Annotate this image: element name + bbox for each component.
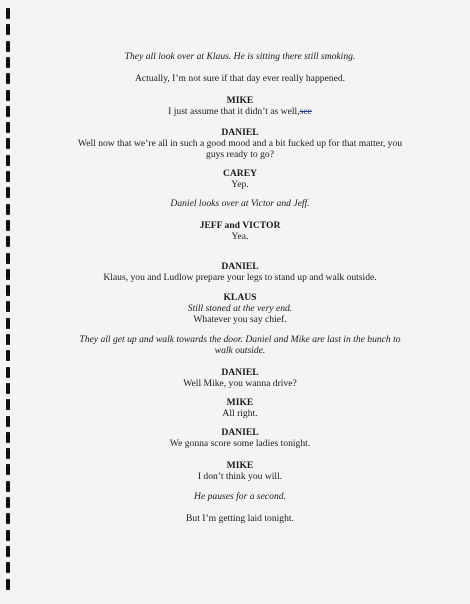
binding-hole bbox=[6, 8, 10, 19]
character-name: DANIEL bbox=[221, 367, 259, 378]
binding-hole bbox=[6, 57, 10, 68]
binding-hole bbox=[6, 513, 10, 524]
stage-direction: They all look over at Klaus. He is sitting there still smoking. bbox=[124, 51, 356, 62]
struck-word: see bbox=[299, 106, 312, 117]
binding-hole bbox=[6, 253, 10, 264]
binding-hole bbox=[6, 204, 10, 215]
spiral-binding-holes bbox=[4, 8, 14, 598]
binding-hole bbox=[6, 138, 10, 149]
binding-hole bbox=[6, 24, 10, 35]
character-name: JEFF and VICTOR bbox=[199, 220, 281, 231]
binding-hole bbox=[6, 41, 10, 52]
dialogue-line: guys ready to go? bbox=[206, 149, 274, 160]
dialogue-line: All right. bbox=[222, 408, 258, 419]
binding-hole bbox=[6, 350, 10, 361]
dialogue-line: But I’m getting laid tonight. bbox=[186, 513, 294, 524]
character-name: DANIEL bbox=[221, 261, 259, 272]
dialogue-line: We gonna score some ladies tonight. bbox=[169, 438, 311, 449]
dialogue-line: Actually, I’m not sure if that day ever really happened. bbox=[134, 73, 346, 84]
binding-hole bbox=[6, 432, 10, 443]
binding-hole bbox=[6, 546, 10, 557]
binding-hole bbox=[6, 236, 10, 247]
binding-hole bbox=[6, 171, 10, 182]
binding-hole bbox=[6, 367, 10, 378]
binding-hole bbox=[6, 562, 10, 573]
stage-direction: He pauses for a second. bbox=[194, 491, 286, 502]
dialogue-line: Whatever you say chief. bbox=[193, 314, 287, 325]
binding-hole bbox=[6, 448, 10, 459]
dialogue-line: Yea. bbox=[231, 231, 249, 242]
character-name: MIKE bbox=[226, 397, 254, 408]
binding-hole bbox=[6, 90, 10, 101]
character-name: DANIEL bbox=[221, 127, 259, 138]
binding-hole bbox=[6, 464, 10, 475]
binding-hole bbox=[6, 497, 10, 508]
binding-hole bbox=[6, 481, 10, 492]
binding-hole bbox=[6, 579, 10, 590]
character-name: CAREY bbox=[222, 168, 258, 179]
binding-hole bbox=[6, 416, 10, 427]
binding-hole bbox=[6, 269, 10, 280]
binding-hole bbox=[6, 73, 10, 84]
dialogue-line: Well now that we’re all in such a good mood and a bit fucked up for that matter, you bbox=[77, 138, 403, 149]
dialogue-line: I don’t think you will. bbox=[197, 471, 283, 482]
dialogue-line: Klaus, you and Ludlow prepare your legs to stand up and walk outside. bbox=[103, 272, 377, 283]
character-name: KLAUS bbox=[223, 292, 257, 303]
dialogue-line: I just assume that it didn’t as well,see bbox=[168, 106, 312, 117]
binding-hole bbox=[6, 301, 10, 312]
binding-hole bbox=[6, 318, 10, 329]
binding-hole bbox=[6, 530, 10, 541]
character-name: MIKE bbox=[226, 95, 254, 106]
stage-direction: walk outside. bbox=[214, 345, 266, 356]
parenthetical: Still stoned at the very end. bbox=[187, 303, 293, 314]
character-name: MIKE bbox=[226, 460, 254, 471]
binding-hole bbox=[6, 187, 10, 198]
binding-hole bbox=[6, 285, 10, 296]
stage-direction: Daniel looks over at Victor and Jeff. bbox=[170, 198, 310, 209]
binding-hole bbox=[6, 122, 10, 133]
binding-hole bbox=[6, 106, 10, 117]
binding-hole bbox=[6, 334, 10, 345]
dialogue-line: Yep. bbox=[231, 179, 249, 190]
stage-direction: They all get up and walk towards the door. Daniel and Mike are last in the bunch to bbox=[79, 334, 401, 345]
binding-hole bbox=[6, 220, 10, 231]
dialogue-line: Well Mike, you wanna drive? bbox=[183, 378, 297, 389]
binding-hole bbox=[6, 383, 10, 394]
binding-hole bbox=[6, 155, 10, 166]
character-name: DANIEL bbox=[221, 427, 259, 438]
binding-hole bbox=[6, 399, 10, 410]
